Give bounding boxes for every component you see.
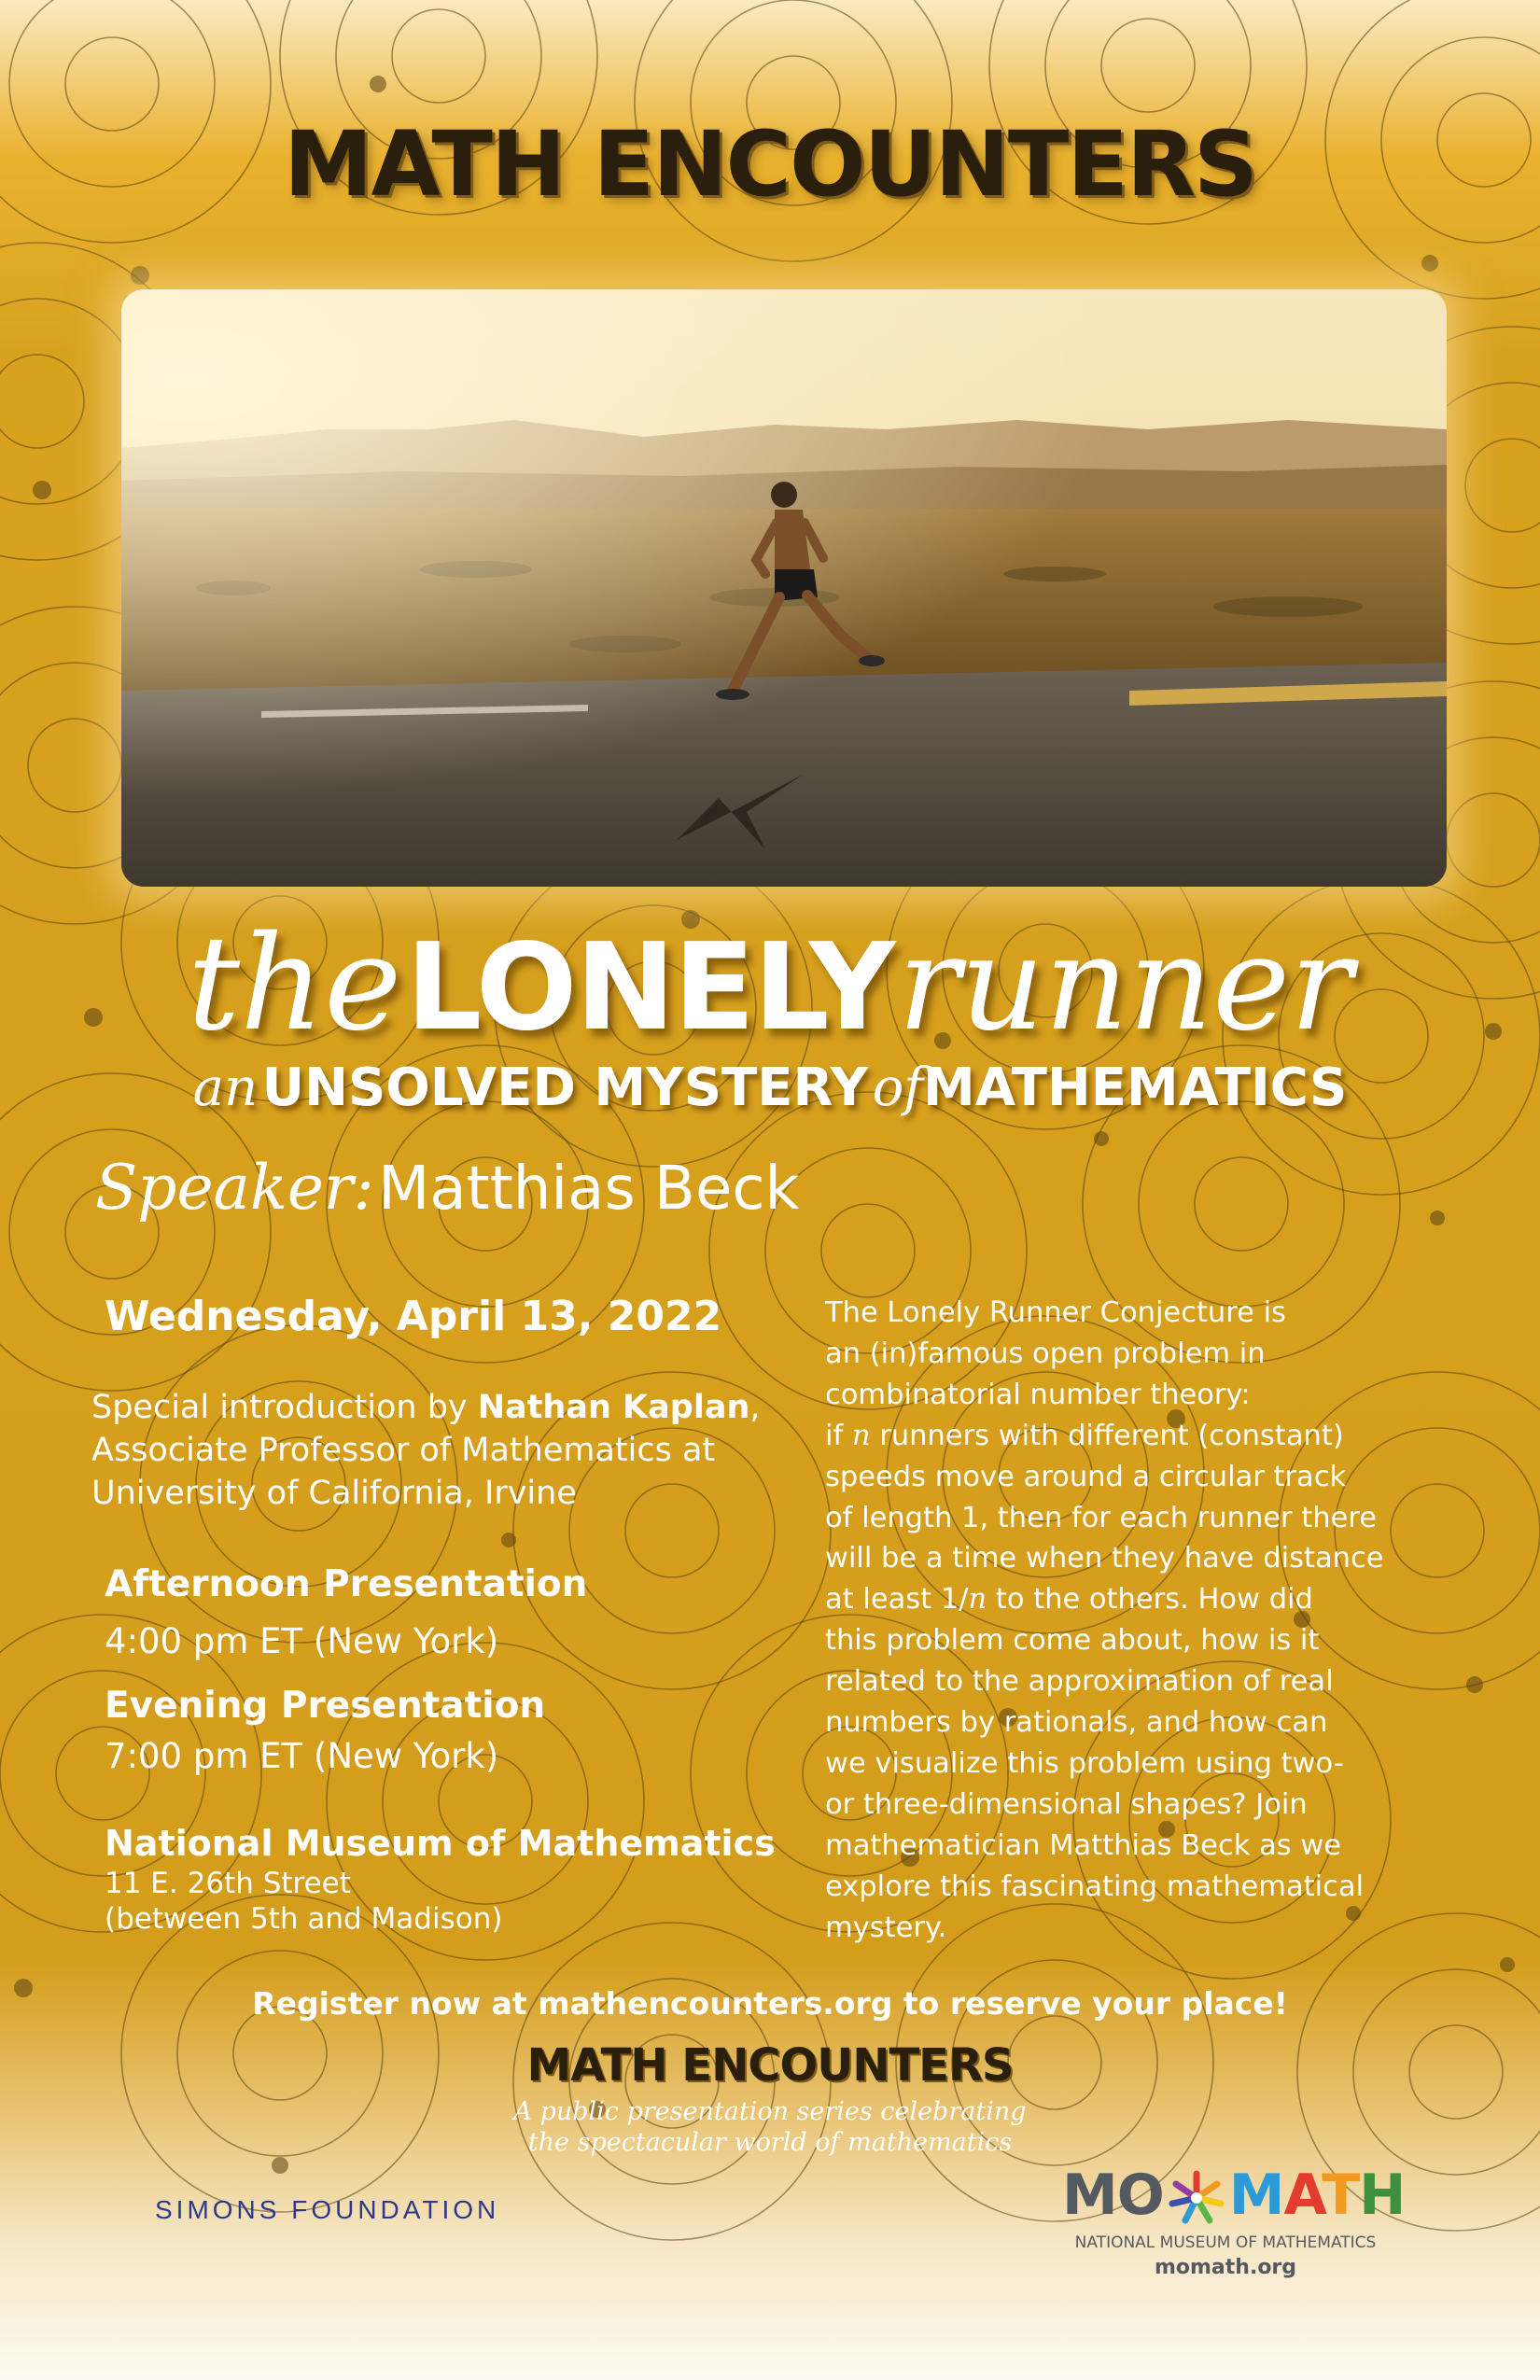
intro-block [91,1386,801,1515]
description-line: will be a time when they have distance [825,1542,1384,1575]
description-line [825,1416,1441,1457]
evening-label: Evening Presentation [105,1685,546,1727]
footer-tagline [0,2096,1540,2158]
speaker-name: Matthias Beck [378,1155,800,1224]
title-runner: runner [897,908,1353,1060]
tagline-line: the spectacular world of mathematics [527,2128,1013,2157]
hero-photo [121,289,1447,887]
venue-address: 11 E. 26th Street [105,1867,351,1900]
description-line: of length 1, then for each runner there [825,1501,1377,1534]
afternoon-time: 4:00 pm ET (New York) [105,1621,499,1661]
description-line: or three-dimensional shapes? Join [825,1787,1308,1821]
subtitle-of: of [872,1057,924,1118]
event-title [0,908,1540,1060]
intro-name: Nathan Kaplan [477,1389,750,1426]
subtitle-unsolved-mystery: UNSOLVED MYSTERY [261,1057,869,1118]
description-line: explore this fascinating mathematical [825,1869,1365,1903]
description-line: an (in)famous open problem in [825,1337,1266,1370]
description-line-text: runners with different (constant) [879,1419,1344,1452]
intro-title: Associate Professor of Mathematics at [91,1432,716,1469]
register-link[interactable]: mathencounters.org [538,1985,893,2022]
intro-prefix: Special introduction by [91,1389,468,1426]
description-line: related to the approximation of real [825,1665,1334,1699]
header-title: MATH ENCOUNTERS [283,112,1257,217]
event-subtitle [0,1057,1540,1118]
venue-cross-streets: (between 5th and Madison) [105,1902,503,1936]
subtitle-an: an [192,1057,259,1118]
event-date: Wednesday, April 13, 2022 [105,1293,722,1340]
momath-math: MATH [1228,2163,1406,2228]
speaker-label: Speaker: [95,1152,374,1224]
register-suffix: to reserve your place! [903,1985,1288,2022]
description-line: numbers by rationals, and how can [825,1706,1328,1740]
description-line [825,1579,1441,1620]
description-line: combinatorial number theory: [825,1378,1251,1411]
title-the: the [187,908,402,1060]
tagline-line: A public presentation series celebrating [513,2097,1027,2126]
evening-time: 7:00 pm ET (New York) [105,1736,499,1776]
speaker-line [95,1152,800,1224]
description [825,1293,1441,1949]
description-line: mathematician Matthias Beck as we [825,1828,1342,1862]
register-prefix: Register now at [252,1985,527,2022]
if-word: if [825,1419,844,1452]
afternoon-label: Afternoon Presentation [105,1563,588,1605]
description-line: we visualize this problem using two- [825,1746,1344,1780]
venue-name: National Museum of Mathematics [105,1823,776,1864]
footer-math-encounters-logo: MATH ENCOUNTERS [526,2039,1014,2092]
description-line: speeds move around a circular track [825,1460,1347,1493]
description-line: The Lonely Runner Conjecture is [825,1296,1286,1329]
subtitle-mathematics: MATHEMATICS [923,1057,1348,1118]
momath-url[interactable]: momath.org [1154,2256,1297,2280]
momath-mo: MO [1062,2163,1164,2228]
register-line [0,1985,1540,2022]
description-line-text: to the others. How did [995,1583,1313,1617]
description-line: this problem come about, how is it [825,1624,1320,1658]
intro-suffix: , [749,1389,761,1426]
momath-subtitle: NATIONAL MUSEUM OF MATHEMATICS [1074,2233,1377,2253]
at-least-text: at least 1/ [825,1583,969,1617]
description-line: mystery. [825,1911,947,1944]
momath-logo [1062,2163,1406,2280]
title-lonely: LONELY [405,918,894,1057]
n-variable: n [968,1583,987,1617]
intro-affiliation: University of California, Irvine [91,1475,577,1512]
momath-star-icon [1164,2170,1229,2226]
simons-foundation-logo: SIMONS FOUNDATION [155,2195,500,2224]
n-variable: n [851,1419,871,1452]
